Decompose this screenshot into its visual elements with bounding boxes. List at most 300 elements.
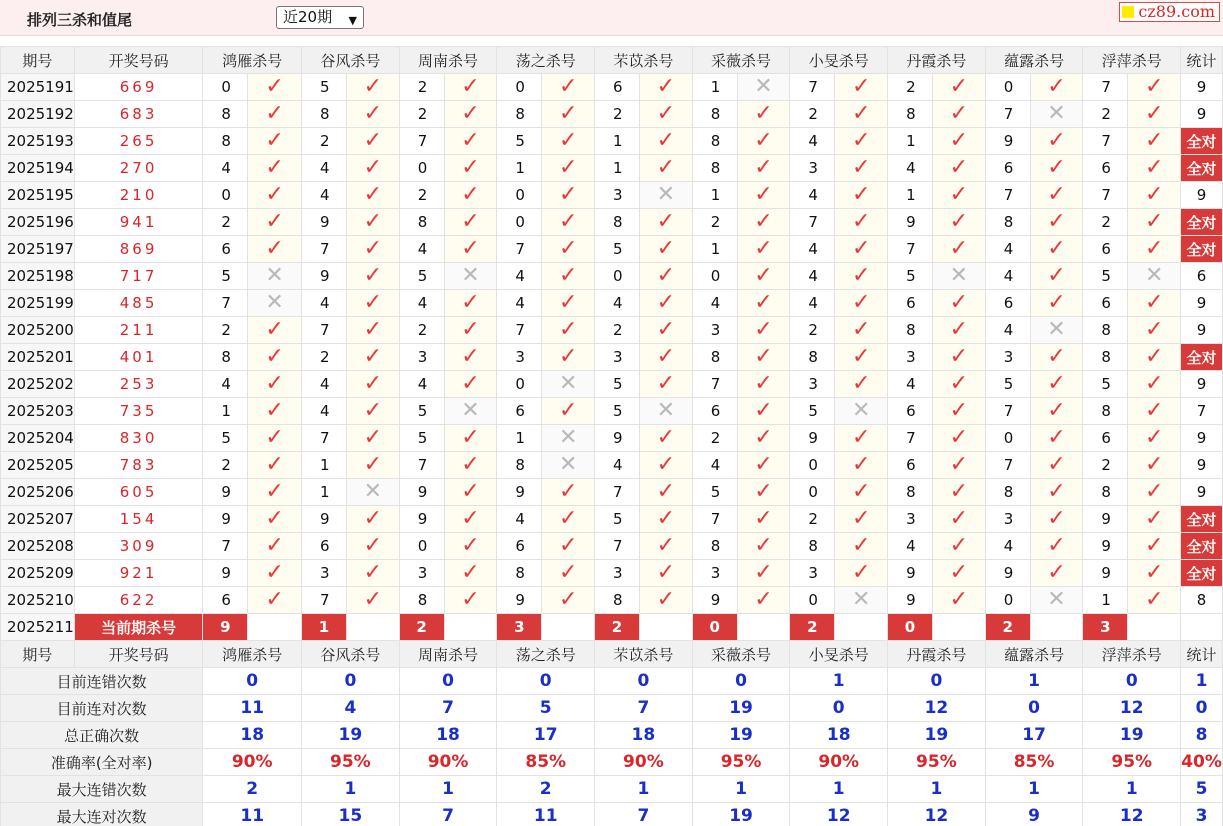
checkmark-icon: ✓	[851, 533, 871, 558]
stat-cell: 7	[1181, 398, 1223, 425]
hit-cell	[835, 236, 888, 263]
hit-cell	[1128, 155, 1181, 182]
checkmark-icon: ✓	[949, 479, 969, 504]
checkmark-icon: ✓	[754, 209, 773, 234]
hit-cell	[248, 479, 302, 506]
hit-cell	[932, 182, 985, 209]
hit-cell	[542, 209, 595, 236]
kill-number-cell: 4	[497, 290, 542, 317]
kill-number-cell: 4	[595, 452, 640, 479]
kill-number-cell: 3	[399, 560, 444, 587]
checkmark-icon: ✓	[754, 128, 773, 153]
summary-value: 7	[399, 803, 497, 826]
checkmark-icon: ✓	[265, 155, 284, 180]
checkmark-icon: ✓	[656, 560, 676, 585]
period-cell: 2025193	[1, 128, 75, 155]
kill-number-cell: 2	[595, 101, 640, 128]
hit-cell	[835, 263, 888, 290]
hit-cell	[1030, 506, 1083, 533]
hit-cell	[932, 74, 985, 101]
current-kill-label: 当前期杀号	[74, 614, 203, 641]
miss-cell	[248, 290, 302, 317]
summary-value: 1	[1083, 776, 1181, 803]
checkmark-icon: ✓	[265, 425, 284, 450]
summary-value: 4	[302, 695, 400, 722]
kill-number-cell: 6	[888, 452, 933, 479]
hit-cell	[444, 128, 497, 155]
summary-value: 19	[1083, 722, 1181, 749]
summary-value: 1	[985, 776, 1083, 803]
summary-value: 19	[692, 722, 790, 749]
current-kill-spacer	[932, 614, 985, 641]
hit-cell	[346, 317, 399, 344]
hit-cell	[932, 452, 985, 479]
draw-number-cell: 270	[74, 155, 203, 182]
period-cell: 2025203	[1, 398, 75, 425]
col-header-expert: 蕴露杀号	[985, 47, 1083, 74]
kill-number-cell: 0	[692, 263, 737, 290]
summary-value: 9	[985, 803, 1083, 826]
kill-number-cell: 7	[203, 533, 248, 560]
summary-row	[1, 803, 1223, 826]
checkmark-icon: ✓	[558, 398, 578, 423]
miss-cell	[1030, 317, 1083, 344]
kill-number-cell: 4	[985, 263, 1030, 290]
checkmark-icon: ✓	[851, 290, 871, 315]
kill-number-cell: 7	[985, 182, 1030, 209]
checkmark-icon: ✓	[461, 506, 480, 531]
miss-cell	[248, 263, 302, 290]
kill-number-cell: 8	[790, 533, 835, 560]
period-cell: 2025210	[1, 587, 75, 614]
kill-number-cell: 7	[595, 533, 640, 560]
checkmark-icon: ✓	[656, 209, 676, 234]
kill-number-cell: 1	[888, 128, 933, 155]
kill-number-cell: 1	[302, 479, 347, 506]
kill-number-cell: 0	[497, 371, 542, 398]
table-row	[1, 209, 1223, 236]
kill-number-cell: 3	[790, 155, 835, 182]
checkmark-icon: ✓	[1144, 101, 1164, 126]
checkmark-icon: ✓	[265, 209, 284, 234]
checkmark-icon: ✓	[949, 317, 969, 342]
kill-number-cell: 9	[203, 506, 248, 533]
checkmark-icon: ✓	[754, 479, 773, 504]
kill-number-cell: 4	[302, 290, 347, 317]
hit-cell	[639, 479, 692, 506]
kill-number-cell: 2	[790, 101, 835, 128]
hit-cell	[542, 533, 595, 560]
checkmark-icon: ✓	[363, 344, 383, 369]
checkmark-icon: ✓	[851, 479, 871, 504]
summary-value: 19	[302, 722, 400, 749]
draw-number-cell: 735	[74, 398, 203, 425]
checkmark-icon: ✓	[265, 236, 284, 261]
hit-cell	[737, 479, 790, 506]
draw-number-cell: 154	[74, 506, 203, 533]
hit-cell	[542, 344, 595, 371]
kill-number-cell: 1	[888, 182, 933, 209]
site-logo[interactable]	[1119, 2, 1220, 22]
hit-cell	[1128, 371, 1181, 398]
kill-number-cell: 2	[203, 317, 248, 344]
hit-cell	[248, 317, 302, 344]
kill-number-cell: 4	[302, 398, 347, 425]
all-correct-badge: 全对	[1181, 236, 1223, 263]
kill-number-cell: 3	[497, 344, 542, 371]
hit-cell	[932, 533, 985, 560]
summary-value: 95%	[302, 749, 400, 776]
hit-cell	[737, 290, 790, 317]
cross-icon: ✕	[558, 425, 578, 450]
kill-number-cell: 9	[790, 425, 835, 452]
col-header-period: 期号	[1, 641, 75, 668]
hit-cell	[542, 290, 595, 317]
hit-cell	[737, 560, 790, 587]
summary-label: 最大连错次数	[1, 776, 203, 803]
hit-cell	[835, 452, 888, 479]
hit-cell	[1128, 101, 1181, 128]
table-row	[1, 155, 1223, 182]
kill-number-cell: 8	[1083, 479, 1128, 506]
hit-cell	[346, 263, 399, 290]
cross-icon: ✕	[656, 182, 676, 207]
kill-number-cell: 6	[985, 290, 1030, 317]
checkmark-icon: ✓	[1047, 209, 1066, 234]
cross-icon: ✕	[558, 452, 578, 477]
hit-cell	[1030, 263, 1083, 290]
hit-cell	[737, 452, 790, 479]
hit-cell	[932, 398, 985, 425]
hit-cell	[1030, 344, 1083, 371]
checkmark-icon: ✓	[265, 317, 284, 342]
hit-cell	[248, 560, 302, 587]
checkmark-icon: ✓	[656, 587, 676, 612]
hit-cell	[932, 290, 985, 317]
stat-cell: 6	[1181, 263, 1223, 290]
miss-cell	[542, 452, 595, 479]
kill-number-cell: 5	[399, 425, 444, 452]
col-header-expert: 周南杀号	[399, 47, 497, 74]
col-header-expert: 丹霞杀号	[888, 47, 986, 74]
kill-number-cell: 8	[692, 101, 737, 128]
kill-number-cell: 3	[399, 344, 444, 371]
kill-number-cell: 0	[790, 587, 835, 614]
checkmark-icon: ✓	[1047, 479, 1066, 504]
hit-cell	[835, 101, 888, 128]
kill-number-cell: 2	[399, 101, 444, 128]
checkmark-icon: ✓	[851, 236, 871, 261]
draw-number-cell: 485	[74, 290, 203, 317]
miss-cell	[737, 74, 790, 101]
summary-value: 95%	[1083, 749, 1181, 776]
period-select[interactable]	[276, 6, 364, 29]
summary-value: 0	[790, 695, 888, 722]
col-header-draw: 开奖号码	[74, 47, 203, 74]
kill-number-cell: 9	[888, 209, 933, 236]
kill-number-cell: 0	[985, 425, 1030, 452]
checkmark-icon: ✓	[656, 317, 676, 342]
kill-number-cell: 3	[595, 182, 640, 209]
checkmark-icon: ✓	[363, 587, 383, 612]
col-header-stats: 统计	[1181, 47, 1223, 74]
kill-number-cell: 4	[399, 290, 444, 317]
cross-icon: ✕	[461, 398, 480, 423]
summary-value: 0	[1083, 668, 1181, 695]
kill-number-cell: 0	[399, 155, 444, 182]
kill-number-cell: 2	[1083, 452, 1128, 479]
checkmark-icon: ✓	[851, 371, 871, 396]
checkmark-icon: ✓	[851, 560, 871, 585]
checkmark-icon: ✓	[851, 263, 871, 288]
hit-cell	[639, 317, 692, 344]
all-correct-badge: 全对	[1181, 128, 1223, 155]
checkmark-icon: ✓	[656, 74, 676, 99]
cross-icon: ✕	[265, 263, 284, 288]
checkmark-icon: ✓	[363, 236, 383, 261]
all-correct-badge: 全对	[1181, 155, 1223, 182]
checkmark-icon: ✓	[656, 290, 676, 315]
summary-stat: 3	[1181, 803, 1223, 826]
hit-cell	[737, 587, 790, 614]
col-header-expert: 谷风杀号	[302, 641, 400, 668]
cross-icon: ✕	[1047, 101, 1066, 126]
hit-cell	[1030, 209, 1083, 236]
summary-value: 17	[497, 722, 595, 749]
kill-number-cell: 8	[399, 587, 444, 614]
miss-cell	[639, 182, 692, 209]
checkmark-icon: ✓	[265, 128, 284, 153]
summary-value: 11	[203, 803, 302, 826]
hit-cell	[932, 506, 985, 533]
hit-cell	[346, 344, 399, 371]
hit-cell	[932, 101, 985, 128]
kill-number-cell: 7	[985, 398, 1030, 425]
kill-number-cell: 6	[985, 155, 1030, 182]
checkmark-icon: ✓	[265, 344, 284, 369]
hit-cell	[932, 317, 985, 344]
summary-value: 95%	[692, 749, 790, 776]
summary-header-row	[1, 641, 1223, 668]
checkmark-icon: ✓	[754, 371, 773, 396]
kill-number-cell: 1	[692, 182, 737, 209]
summary-value: 90%	[595, 749, 693, 776]
period-cell: 2025208	[1, 533, 75, 560]
hit-cell	[639, 74, 692, 101]
checkmark-icon: ✓	[558, 587, 578, 612]
checkmark-icon: ✓	[265, 506, 284, 531]
hit-cell	[737, 155, 790, 182]
summary-label: 目前连错次数	[1, 668, 203, 695]
table-row	[1, 74, 1223, 101]
kill-number-cell: 7	[399, 128, 444, 155]
checkmark-icon: ✓	[754, 452, 773, 477]
checkmark-icon: ✓	[265, 371, 284, 396]
kill-number-cell: 8	[888, 317, 933, 344]
summary-value: 85%	[497, 749, 595, 776]
hit-cell	[444, 371, 497, 398]
miss-cell	[835, 398, 888, 425]
kill-number-cell: 8	[1083, 317, 1128, 344]
hit-cell	[1030, 560, 1083, 587]
summary-value: 1	[595, 776, 693, 803]
kill-number-cell: 2	[790, 506, 835, 533]
checkmark-icon: ✓	[851, 155, 871, 180]
kill-number-cell: 7	[1083, 74, 1128, 101]
kill-number-cell: 9	[399, 506, 444, 533]
summary-value: 18	[203, 722, 302, 749]
kill-number-cell: 7	[888, 236, 933, 263]
checkmark-icon: ✓	[851, 506, 871, 531]
draw-number-cell: 869	[74, 236, 203, 263]
draw-number-cell: 210	[74, 182, 203, 209]
checkmark-icon: ✓	[1144, 452, 1164, 477]
checkmark-icon: ✓	[949, 101, 969, 126]
summary-value: 7	[595, 803, 693, 826]
hit-cell	[1128, 128, 1181, 155]
hit-cell	[932, 425, 985, 452]
kill-number-cell: 9	[692, 587, 737, 614]
checkmark-icon: ✓	[265, 533, 284, 558]
hit-cell	[639, 425, 692, 452]
checkmark-icon: ✓	[851, 74, 871, 99]
checkmark-icon: ✓	[1047, 344, 1066, 369]
current-kill-number: 0	[692, 614, 737, 641]
cross-icon: ✕	[1144, 263, 1164, 288]
kill-number-cell: 2	[1083, 209, 1128, 236]
hit-cell	[1030, 155, 1083, 182]
summary-stat: 40%	[1181, 749, 1223, 776]
checkmark-icon: ✓	[1047, 533, 1066, 558]
checkmark-icon: ✓	[265, 452, 284, 477]
table-row	[1, 506, 1223, 533]
checkmark-icon: ✓	[949, 344, 969, 369]
kill-number-cell: 2	[302, 128, 347, 155]
checkmark-icon: ✓	[1047, 182, 1066, 207]
hit-cell	[639, 560, 692, 587]
hit-cell	[346, 533, 399, 560]
hit-cell	[346, 398, 399, 425]
kill-number-cell: 5	[399, 398, 444, 425]
draw-number-cell: 253	[74, 371, 203, 398]
checkmark-icon: ✓	[558, 74, 578, 99]
hit-cell	[248, 236, 302, 263]
hit-cell	[444, 209, 497, 236]
checkmark-icon: ✓	[851, 425, 871, 450]
checkmark-icon: ✓	[1047, 128, 1066, 153]
checkmark-icon: ✓	[1047, 452, 1066, 477]
checkmark-icon: ✓	[754, 182, 773, 207]
kill-number-cell: 2	[203, 209, 248, 236]
logo-text: cz89.com	[1138, 2, 1215, 21]
kill-number-cell: 9	[302, 209, 347, 236]
hit-cell	[737, 533, 790, 560]
checkmark-icon: ✓	[656, 371, 676, 396]
summary-value: 1	[692, 776, 790, 803]
hit-cell	[542, 155, 595, 182]
kill-number-cell: 6	[1083, 236, 1128, 263]
kill-number-cell: 4	[790, 182, 835, 209]
checkmark-icon: ✓	[754, 344, 773, 369]
miss-cell	[542, 425, 595, 452]
checkmark-icon: ✓	[461, 290, 480, 315]
hit-cell	[737, 506, 790, 533]
kill-number-cell: 1	[1083, 587, 1128, 614]
kill-number-cell: 7	[399, 452, 444, 479]
all-correct-badge: 全对	[1181, 560, 1223, 587]
kill-number-cell: 0	[399, 533, 444, 560]
hit-cell	[1030, 182, 1083, 209]
checkmark-icon: ✓	[363, 317, 383, 342]
summary-value: 0	[595, 668, 693, 695]
kill-number-cell: 9	[203, 560, 248, 587]
kill-number-cell: 7	[790, 209, 835, 236]
checkmark-icon: ✓	[363, 182, 383, 207]
hit-cell	[444, 560, 497, 587]
period-select-value: 近20期	[283, 8, 333, 26]
checkmark-icon: ✓	[1144, 506, 1164, 531]
table-row	[1, 344, 1223, 371]
col-header-expert: 浮萍杀号	[1083, 641, 1181, 668]
table-row	[1, 533, 1223, 560]
hit-cell	[1030, 479, 1083, 506]
kill-number-cell: 8	[497, 101, 542, 128]
checkmark-icon: ✓	[949, 209, 969, 234]
kill-number-cell: 6	[888, 398, 933, 425]
hit-cell	[737, 263, 790, 290]
checkmark-icon: ✓	[851, 344, 871, 369]
checkmark-icon: ✓	[363, 74, 383, 99]
checkmark-icon: ✓	[363, 398, 383, 423]
hit-cell	[346, 425, 399, 452]
hit-cell	[444, 74, 497, 101]
hit-cell	[737, 344, 790, 371]
kill-number-cell: 8	[203, 101, 248, 128]
hit-cell	[248, 128, 302, 155]
kill-number-cell: 3	[888, 344, 933, 371]
kill-number-cell: 5	[1083, 371, 1128, 398]
draw-number-cell: 683	[74, 101, 203, 128]
summary-value: 1	[985, 668, 1083, 695]
kill-number-cell: 2	[302, 344, 347, 371]
checkmark-icon: ✓	[754, 425, 773, 450]
kill-number-cell: 9	[985, 128, 1030, 155]
kill-number-cell: 2	[203, 452, 248, 479]
col-header-expert: 小旻杀号	[790, 641, 888, 668]
hit-cell	[639, 344, 692, 371]
kill-number-cell: 4	[790, 290, 835, 317]
hit-cell	[346, 74, 399, 101]
current-kill-number: 3	[1083, 614, 1128, 641]
kill-number-cell: 1	[595, 155, 640, 182]
checkmark-icon: ✓	[558, 155, 578, 180]
col-header-stats: 统计	[1181, 641, 1223, 668]
hit-cell	[444, 533, 497, 560]
current-kill-number: 2	[399, 614, 444, 641]
hit-cell	[346, 182, 399, 209]
hit-cell	[248, 506, 302, 533]
summary-stat: 1	[1181, 668, 1223, 695]
checkmark-icon: ✓	[949, 425, 969, 450]
hit-cell	[542, 398, 595, 425]
checkmark-icon: ✓	[558, 101, 578, 126]
summary-value: 7	[399, 695, 497, 722]
checkmark-icon: ✓	[754, 236, 773, 261]
current-kill-number: 2	[595, 614, 640, 641]
summary-value: 15	[302, 803, 400, 826]
cross-icon: ✕	[851, 587, 871, 612]
checkmark-icon: ✓	[558, 236, 578, 261]
